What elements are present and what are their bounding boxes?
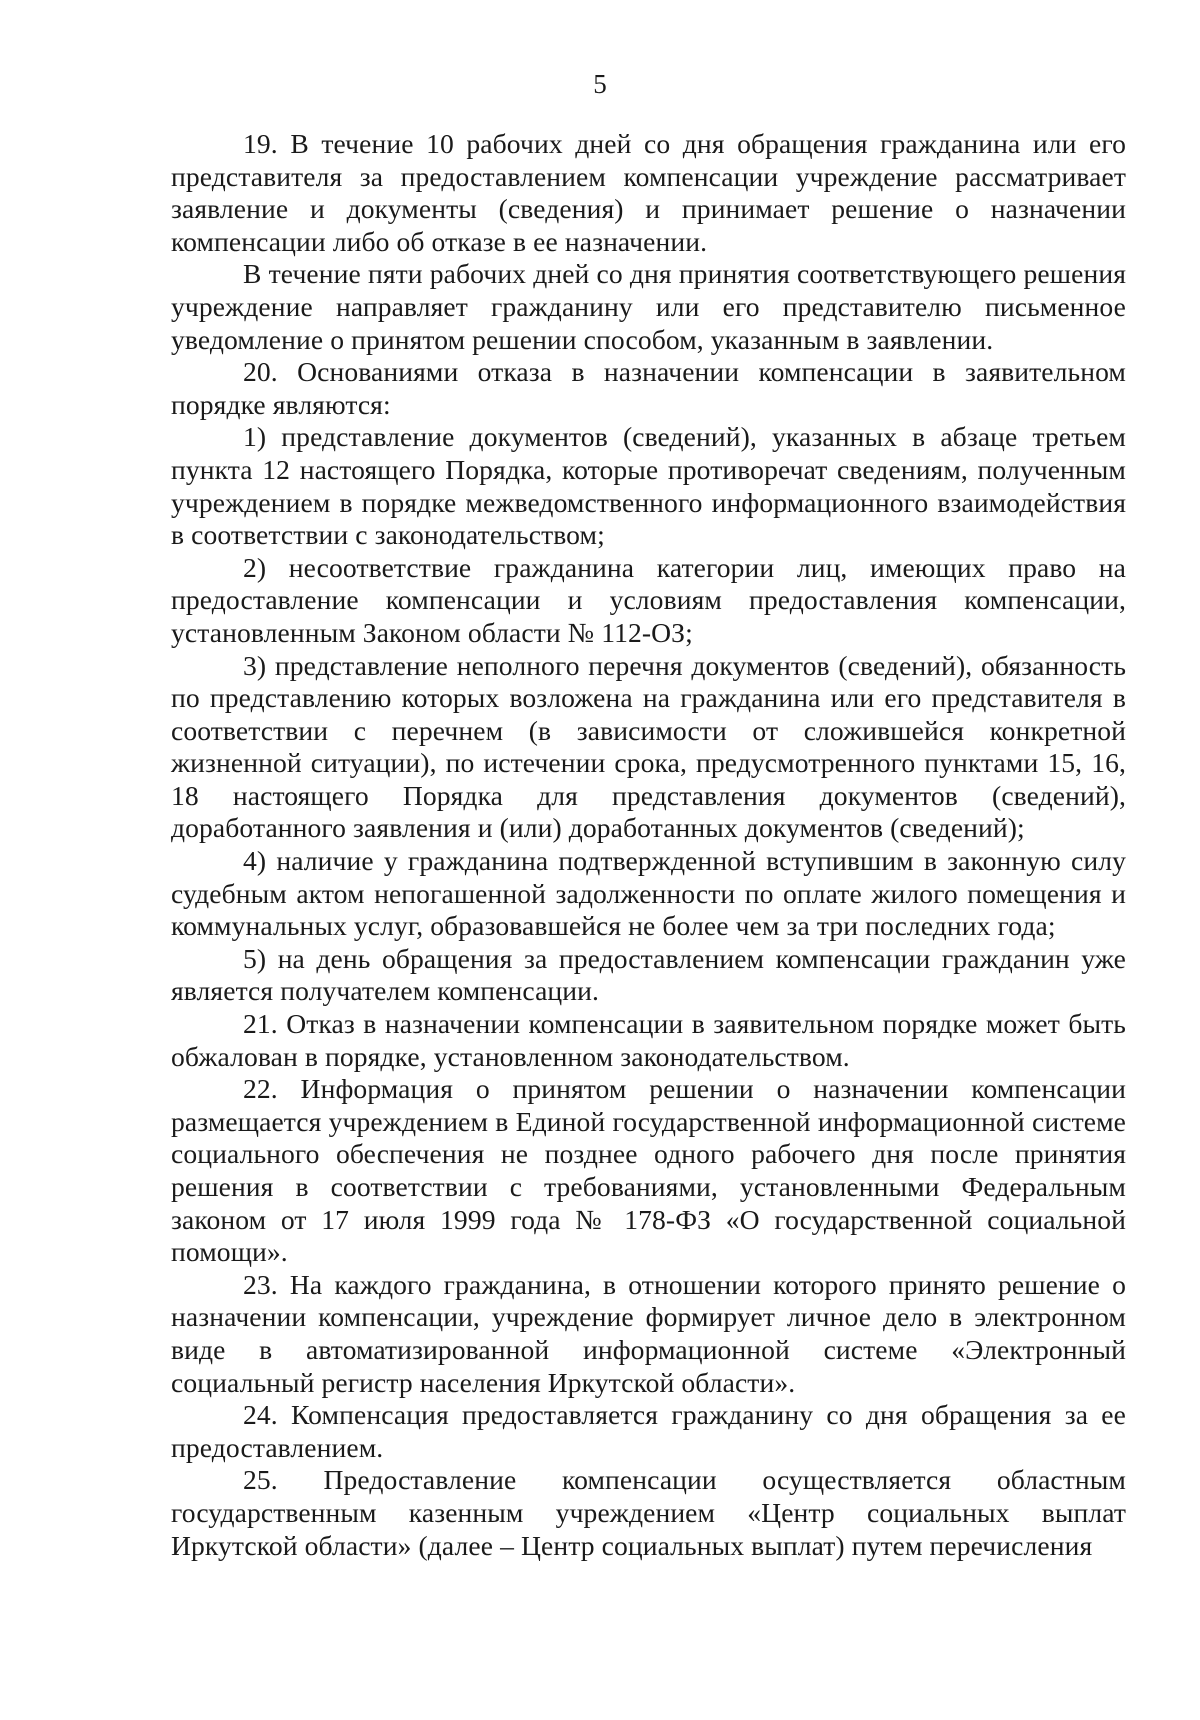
paragraph-20-item-2: 2) несоответствие гражданина категории лиц, имеющих право на предоставление компенсации и условиям предоставления компенсации, установленным Законом области № 112-ОЗ; [171,551,1126,648]
document-body [171,128,1126,1562]
paragraph-20: 20. Основаниями отказа в назначении компенсации в заявительном порядке являются: [171,356,1126,420]
page-number: 5 [593,69,607,99]
paragraph-23: 23. На каждого гражданина, в отношении которого принято решение о назначении компенсации, учреждение формирует личное дело в электронном виде в автоматизированной информационной системе «Электронный социальный регистр населения Иркутской области». [171,1268,1126,1398]
paragraph-22: 22. Информация о принятом решении о назначении компенсации размещается учреждением в Единой государственной информационной системе социального обеспечения не позднее одного рабочего дня после принятия решения в соответствии с требованиями, установленными Федеральным законом от 17 июля 1999 года № 178-ФЗ «О государственной социальной помощи». [171,1073,1126,1268]
paragraph-20-item-1: 1) представление документов (сведений), указанных в абзаце третьем пункта 12 настоящего Порядка, которые противоречат сведениям, полученным учреждением в порядке межведомственного информационного взаимодействия в соответствии с законодательством; [171,421,1126,551]
paragraph-20-item-4: 4) наличие у гражданина подтвержденной вступившим в законную силу судебным актом непогашенной задолженности по оплате жилого помещения и коммунальных услуг, образовавшейся не более чем за три последних года; [171,845,1126,942]
paragraph-24: 24. Компенсация предоставляется гражданину со дня обращения за ее предоставлением. [171,1399,1126,1463]
paragraph-19: 19. В течение 10 рабочих дней со дня обращения гражданина или его представителя за предоставлением компенсации учреждение рассматривает заявление и документы (сведения) и принимает решение о назначении компенсации либо об отказе в ее назначении. [171,128,1126,257]
paragraph-21: 21. Отказ в назначении компенсации в заявительном порядке может быть обжалован в порядке, установленном законодательством. [171,1008,1126,1072]
paragraph-19-notice: В течение пяти рабочих дней со дня принятия соответствующего решения учреждение направляет гражданину или его представителю письменное уведомление о принятом решении способом, указанным в заявлении. [171,258,1126,355]
paragraph-20-item-3: 3) представление неполного перечня документов (сведений), обязанность по представлению которых возложена на гражданина или его представителя в соответствии с перечнем (в зависимости от сложившейся конкретной жизненной ситуации), по истечении срока, предусмотренного пунктами 15, 16, 18 настоящего Порядка для представления документов (сведений), доработанного заявления и (или) доработанных документов (сведений); [171,649,1126,844]
paragraph-20-item-5: 5) на день обращения за предоставлением компенсации гражданин уже является получателем компенсации. [171,942,1126,1007]
paragraph-25: 25. Предоставление компенсации осуществляется областным государственным казенным учреждением «Центр социальных выплат Иркутской области» (далее – Центр социальных выплат) путем перечисления [171,1464,1126,1561]
